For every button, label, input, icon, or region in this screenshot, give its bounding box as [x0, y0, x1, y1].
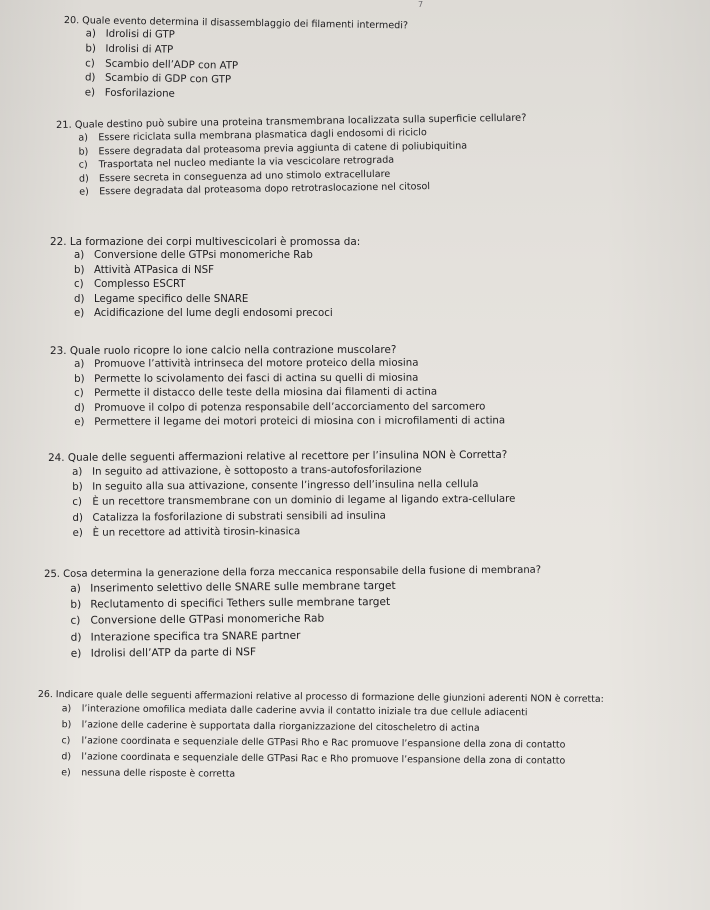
question-23: [50, 343, 710, 431]
option-c: [74, 278, 710, 293]
option-text: Reclutamento di specifici Tethers sulle membrane target: [90, 596, 391, 611]
option-letter: c): [70, 615, 81, 628]
option-text: Conversione delle GTPsi monomeriche Rab: [94, 250, 313, 261]
question-text: 21. Quale destino può subire una proteina transmembrana localizzata sulla superficie cellulare?: [56, 112, 527, 131]
option-letter: e): [84, 87, 96, 99]
option-text: In seguito ad attivazione, è sottoposto a trans-autofosforilazione: [92, 464, 422, 478]
option-text: Essere secreta in conseguenza ad uno stimolo extracellulare: [98, 168, 391, 185]
option-letter: d): [74, 402, 85, 414]
option-e: [74, 307, 710, 322]
option-letter: e): [74, 308, 85, 320]
question-text: 25. Cosa determina la generazione della forza meccanica responsabile della fusione di membrana?: [44, 564, 542, 580]
question-24: [48, 447, 710, 541]
option-letter: a): [85, 28, 96, 40]
option-text: Attività ATPasica di NSF: [94, 264, 214, 276]
option-letter: b): [61, 719, 72, 731]
options-list: [78, 121, 710, 200]
option-text: Essere degradata dal proteasoma dopo retrotraslocazione nel citosol: [99, 181, 431, 198]
question-26: [37, 688, 710, 787]
question-text: 24. Quale delle seguenti affermazioni relative al recettore per l’insulina NON è Corretta?: [48, 448, 508, 464]
option-text: l’azione delle caderine è supportata dalla riorganizzazione del citoscheletro di actina: [81, 719, 480, 734]
option-letter: d): [84, 72, 96, 84]
question-22: [50, 236, 710, 322]
option-letter: a): [78, 132, 89, 144]
question-25: [44, 562, 710, 662]
option-letter: b): [85, 43, 96, 55]
corner-mark: 7: [418, 0, 424, 9]
option-letter: a): [70, 582, 81, 595]
option-letter: e): [61, 767, 71, 779]
option-text: Complesso ESCRT: [94, 279, 186, 291]
option-text: l’azione coordinata e sequenziale delle GTPasi Rho e Rac promuove l’espansione della zona di contatto: [81, 735, 566, 751]
option-letter: d): [61, 751, 72, 763]
option-text: Essere degradata dal proteasoma previa aggiunta di catene di poliubiquitina: [98, 140, 468, 157]
option-text: Promuove l’attività intrinseca del motore proteico della miosina: [94, 357, 419, 370]
option-b: [74, 264, 710, 279]
option-text: Scambio dell’ADP con ATP: [105, 58, 239, 72]
option-text: Conversione delle GTPasi monomeriche Rab: [90, 612, 325, 628]
option-letter: b): [74, 264, 85, 276]
question-21: [56, 108, 710, 200]
options-list: [74, 356, 710, 431]
options-list: [74, 249, 710, 322]
option-letter: c): [74, 279, 84, 291]
options-list: [85, 27, 710, 112]
option-text: Permettere il legame dei motori proteici di miosina con i microfilamenti di actina: [94, 415, 506, 429]
option-text: Idrolisi di GTP: [105, 28, 175, 41]
option-text: In seguito alla sua attivazione, consente l’ingresso dell’insulina nella cellula: [92, 479, 479, 493]
option-letter: e): [72, 527, 83, 539]
option-text: Idrolisi dell’ATP da parte di NSF: [90, 645, 257, 660]
option-letter: c): [74, 388, 84, 400]
option-letter: a): [74, 358, 85, 370]
option-letter: d): [78, 173, 89, 185]
option-text: Promuove il colpo di potenza responsabile dell’accorciamento del sarcomero: [94, 401, 486, 414]
option-letter: a): [74, 250, 85, 261]
question-text: 20. Quale evento determina il disassemblaggio dei filamenti intermedi?: [63, 14, 409, 32]
question-20: [63, 14, 710, 112]
option-letter: b): [78, 146, 89, 158]
option-letter: d): [70, 631, 82, 644]
option-letter: c): [85, 57, 95, 70]
option-text: Idrolisi di ATP: [105, 43, 174, 56]
question-text: 23. Quale ruolo ricopre lo ione calcio nella contrazione muscolare?: [50, 343, 397, 357]
options-list: [70, 575, 710, 662]
option-letter: c): [78, 159, 88, 171]
option-e: [74, 414, 710, 431]
option-letter: e): [70, 647, 82, 660]
option-text: Trasportata nel nucleo mediante la via vescicolare retrograda: [98, 154, 395, 171]
option-letter: d): [72, 512, 83, 524]
question-text: 26. Indicare quale delle seguenti affermazioni relative al processo di formazione delle giunzioni aderenti NON è corretta:: [37, 688, 604, 705]
option-text: Fosforilazione: [104, 87, 175, 100]
option-text: È un recettore transmembrane con un dominio di legame al ligando extra-cellulare: [92, 494, 516, 509]
option-letter: a): [61, 703, 72, 715]
option-text: l’azione coordinata e sequenziale delle GTPasi Rac e Rho promuove l’espansione della zona di contatto: [81, 751, 566, 767]
option-a: [74, 249, 710, 264]
option-d: [74, 293, 710, 308]
option-text: È un recettore ad attività tirosin-kinasica: [92, 526, 301, 539]
option-text: Essere riciclata sulla membrana plasmatica dagli endosomi di riciclo: [98, 127, 427, 144]
option-text: Inserimento selettivo delle SNARE sulle membrane target: [90, 579, 396, 595]
option-text: Permette il distacco delle teste della miosina dai filamenti di actina: [94, 386, 438, 400]
option-letter: b): [72, 481, 83, 494]
option-letter: e): [79, 186, 89, 199]
options-list: [61, 701, 710, 787]
option-letter: c): [61, 735, 71, 747]
question-text: 22. La formazione dei corpi multivescicolari è promossa da:: [50, 236, 361, 248]
option-letter: a): [72, 466, 83, 478]
option-letter: c): [72, 497, 82, 509]
options-list: [72, 460, 710, 541]
option-text: l’interazione omofilica mediata dalle caderine avvia il contatto iniziale tra due cellule adiacenti: [81, 703, 528, 719]
option-text: Permette lo scivolamento dei fasci di actina su quelli di miosina: [94, 372, 419, 385]
option-text: Scambio di GDP con GTP: [104, 73, 232, 87]
option-text: nessuna delle risposte è corretta: [81, 767, 236, 780]
option-letter: b): [70, 598, 82, 611]
option-text: Catalizza la fosforilazione di substrati sensibili ad insulina: [92, 510, 386, 524]
option-letter: b): [74, 373, 85, 385]
option-text: Acidificazione del lume degli endosomi precoci: [94, 308, 333, 320]
option-letter: e): [74, 417, 85, 429]
option-text: Interazione specifica tra SNARE partner: [90, 629, 301, 644]
option-text: Legame specifico delle SNARE: [94, 293, 249, 305]
option-letter: d): [74, 293, 85, 305]
